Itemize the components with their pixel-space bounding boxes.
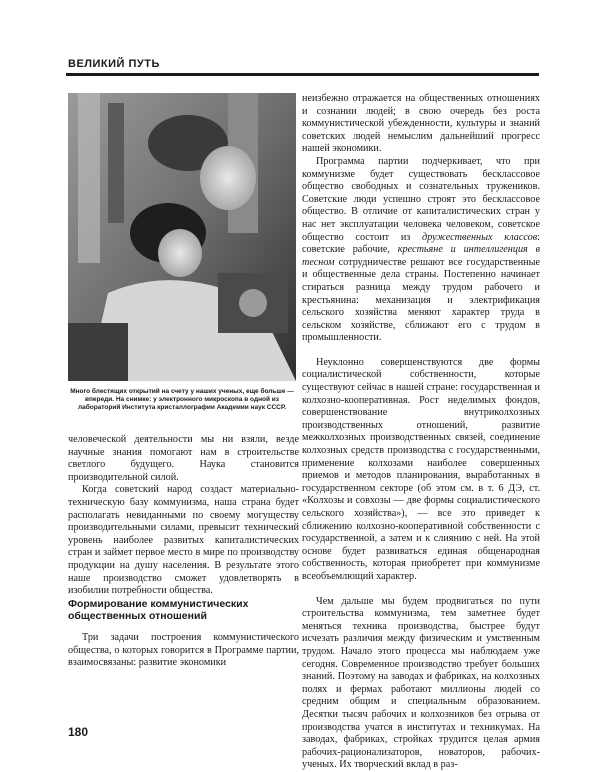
paragraph: человеческой деятельности мы ни взяли, везде научные знания помогают нам в строительстве светлого будущего. Наука становится производительной силой.: [68, 434, 299, 483]
section-heading: Формирование коммунистических общественных отношений: [68, 598, 249, 622]
right-column: [302, 93, 540, 772]
left-column-continued: [68, 632, 299, 670]
paragraph: Чем дальше мы будем продвигаться по пути строительства коммунизма, тем заметнее будет меняться техника производства, быстрее будут исчезать различия между физическим и умственным трудом. Начало этого процесса мы наблюдаем уже сегодня. Современное производство требует больших знаний. Поэтому на заводах и фабриках, на колхозных полях и фермах работают миллионы людей со средним общим и специальным образованием. Десятки тысяч рабочих и колхозников без отрыва от производства учатся в институтах и техникумах. На заводах, фабриках, стройках трудится целая армия рабочих-рационализаторов, новаторов, рабочих-ученых. Их творческий вклад в раз-: [302, 595, 540, 771]
paragraph: Когда советский народ создаст материально-техническую базу коммунизма, наша страна будет располагать невиданными по своему могуществу производительными силами, превысит технический уровень наиболее развитых капиталистических стран и займет первое место в мире по производству продукции на душу населения. В результате этого наше производство сможет удовлетворять в изобилии потребности общества.: [68, 484, 299, 597]
photo-caption: Много блестящих открытий на счету у наших ученых, еще больше — впереди. На снимке: у электронного микроскопа в одной из лабораторий Института кристаллографии Академии наук СССР.: [70, 388, 294, 411]
header-rule: [66, 73, 539, 76]
text-run: : советские рабочие,: [302, 231, 541, 256]
italic-run: дружественных классов: [422, 231, 538, 243]
paragraph: Неуклонно совершенствуются две формы социалистической собственности, которые существуют сейчас в нашей стране: государственная и колхозно-кооперативная. Рост неделимых фондов, совершенствование внутриколхозных производственных отношений, развитие межколхозных производственных связей, соединение колхозных средств производства с государственными, применение колхозами наиболее совершенных приемов и методов планирования, выработанных в государственном секторе (об этом см. в т. 6 ДЭ, ст. «Колхозы и совхозы — две формы социалистического сельского хозяйства»), — все это приведет к сближению колхозно-кооперативной собственности с государственной, а затем и к слиянию с ней. На этой основе будет развиваться единая общенародная собственность, которая приобретет при коммунизме всеобъемлющий характер.: [302, 356, 540, 582]
text-run: Программа партии подчеркивает, что при коммунизме будет существовать бесклассовое общество свободных и сознательных тружеников. Советские люди успешно строят это бесклассовое общество. В отличие от капиталистических стран у нас нет эксплуатации человека человеком, советское общество состоит из: [302, 155, 540, 243]
text-run: сотрудничестве решают все государственные и общественные дела страны. Постепенно начинает стираться разница между трудом рабочего и крестьянина: механизация и электрификация сельского хозяйства меняют характер труда в сельском хозяйстве, сближают его с трудом в промышленности.: [302, 256, 540, 344]
paragraph: неизбежно отражается на общественных отношениях и сознании людей; в свою очередь без роста коммунистической убежденности, культуры и знаний советских людей немыслим дальнейший прогресс нашей экономики.: [302, 93, 540, 155]
running-header-title: ВЕЛИКИЙ ПУТЬ: [68, 58, 160, 70]
left-column: [68, 434, 299, 598]
photo-electron-microscope: [68, 93, 296, 381]
paragraph: Три задачи построения коммунистического общества, о которых говорится в Программе партии, взаимосвязаны: развитие экономики: [68, 632, 299, 669]
paragraph: [302, 156, 540, 345]
page-number: 180: [68, 725, 89, 739]
italic-run: крестьяне и интеллигенция в тесном: [302, 244, 541, 268]
